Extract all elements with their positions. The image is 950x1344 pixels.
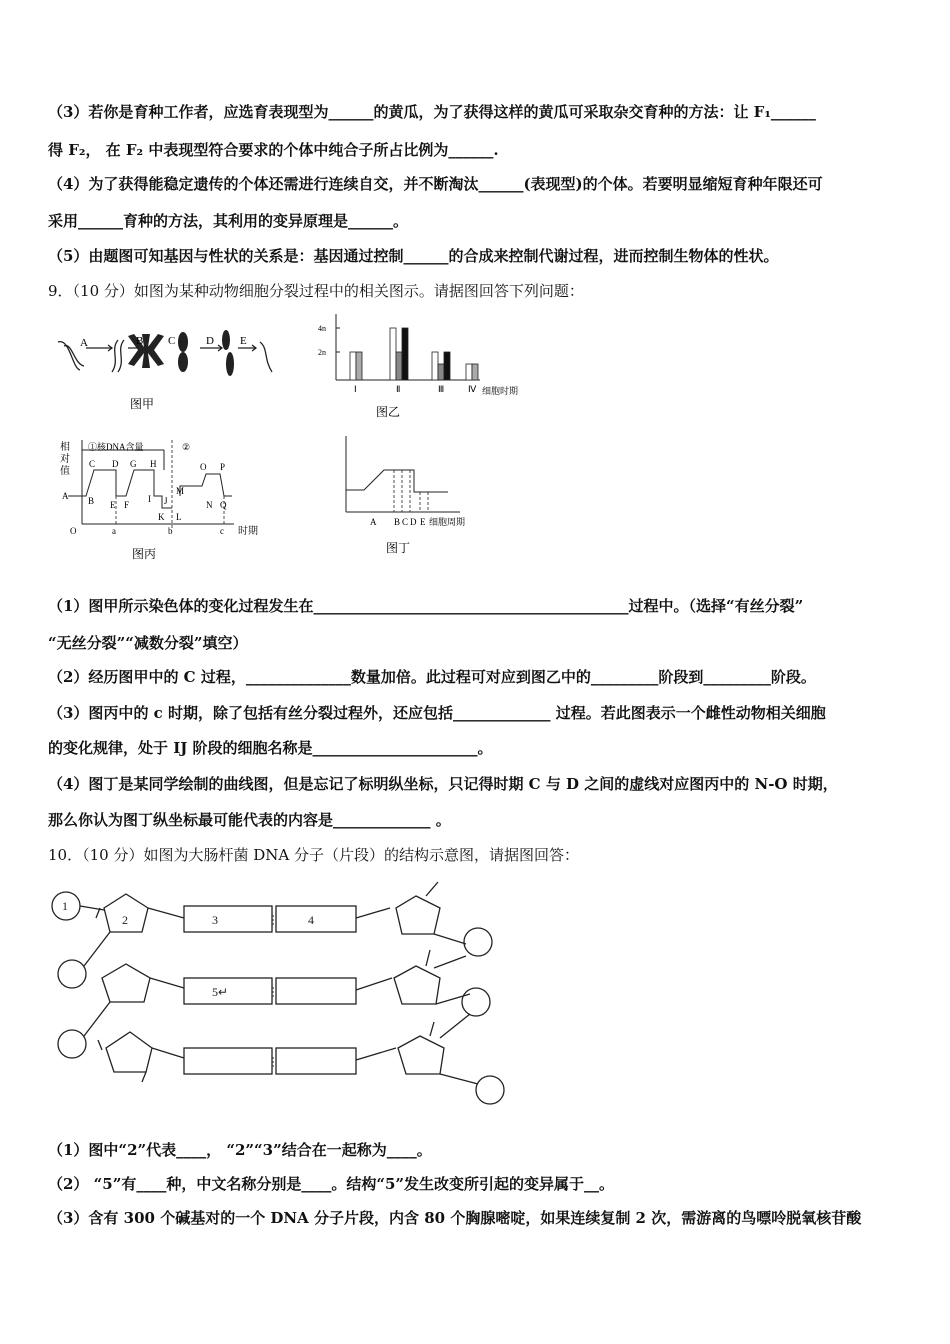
point-c: C bbox=[89, 459, 96, 469]
q9-part3-line2: 的变化规律，处于 IJ 阶段的细胞名称是______________________。 bbox=[48, 739, 493, 757]
point-g: G bbox=[130, 459, 137, 469]
label-3: 3 bbox=[212, 913, 218, 927]
label-5: 5↵ bbox=[212, 985, 229, 999]
q10-part1: （1）图中“2”代表____， “2”“3”结合在一起称为____。 bbox=[48, 1141, 432, 1159]
figure-bing-caption: 图丙 bbox=[132, 547, 157, 561]
point-j: J bbox=[164, 496, 168, 506]
point-a: A bbox=[62, 491, 69, 501]
bar-3c bbox=[444, 352, 450, 380]
x-axis-label: 细胞时期 bbox=[482, 386, 519, 396]
arrow-label-d: D bbox=[206, 335, 214, 347]
point-l: L bbox=[176, 512, 182, 522]
q9-part4-line1: （4）图丁是某同学绘制的曲线图，但是忘记了标明纵坐标，只记得时期 C 与 D 之间的虚线对应图丙中的 N-O 时期， bbox=[48, 775, 838, 793]
q10-intro: 10．（10 分）如图为大肠杆菌 DNA 分子（片段）的结构示意图，请据图回答： bbox=[48, 846, 579, 864]
q9-intro: 9．（10 分）如图为某种动物细胞分裂过程中的相关图示。请据图回答下列问题： bbox=[48, 282, 584, 300]
point-d: D bbox=[410, 517, 417, 527]
q9-part1-line2: “无丝分裂”“减数分裂”填空） bbox=[48, 634, 248, 652]
bar-1b bbox=[356, 352, 362, 380]
point-n: N bbox=[206, 500, 213, 510]
q8-part3-line2: 得 F₂， 在 F₂ 中表现型符合要求的个体中纯合子所占比例为______. bbox=[48, 141, 499, 159]
label-2: 2 bbox=[122, 913, 128, 927]
x-axis-label: 细胞周期 bbox=[429, 517, 466, 527]
bar-3a bbox=[432, 352, 438, 380]
point-b: B bbox=[88, 496, 95, 506]
figure-jia bbox=[50, 320, 280, 420]
figure-ding bbox=[330, 430, 500, 560]
point-q: Q bbox=[220, 500, 227, 510]
bar-2a bbox=[390, 328, 396, 380]
bar-2c bbox=[402, 328, 408, 380]
point-e: E bbox=[420, 517, 426, 527]
origin-o: O bbox=[70, 526, 77, 536]
point-d: D bbox=[112, 459, 119, 469]
q9-part1-line1: （1）图甲所示染色体的变化过程发生在__________________________________________过程中。（选择“有丝分裂” bbox=[48, 597, 804, 615]
label-4: 4 bbox=[308, 913, 314, 927]
label-2: ② bbox=[182, 442, 191, 452]
q9-part2: （2）经历图甲中的 C 过程，______________数量加倍。此过程可对应到图乙中的_________阶段到_________阶段。 bbox=[48, 668, 816, 686]
x-axis-label: 时期 bbox=[238, 526, 258, 537]
bar-2b bbox=[396, 352, 402, 380]
q9-part3-line1: （3）图丙中的 c 时期，除了包括有丝分裂过程外，还应包括_____________ 过程。若此图表示一个雌性动物相关细胞 bbox=[48, 704, 826, 722]
bar-4a bbox=[466, 364, 472, 380]
q8-part5: （5）由题图可知基因与性状的关系是：基因通过控制______的合成来控制代谢过程，进而控制生物体的性状。 bbox=[48, 247, 779, 265]
figure-ding-caption: 图丁 bbox=[386, 541, 411, 555]
point-m: M bbox=[176, 486, 185, 496]
bar-1a bbox=[350, 352, 356, 380]
xtick-1: Ⅰ bbox=[354, 384, 357, 394]
xtick-4: Ⅳ bbox=[468, 384, 477, 394]
point-f: F bbox=[124, 500, 130, 510]
point-i: I bbox=[148, 494, 151, 504]
tick-b: b bbox=[168, 526, 173, 536]
arrow-label-a: A bbox=[80, 337, 88, 349]
point-h: H bbox=[150, 459, 157, 469]
q9-part4-line2: 那么你认为图丁纵坐标最可能代表的内容是_____________ 。 bbox=[48, 811, 451, 829]
point-o: O bbox=[200, 462, 207, 472]
point-c: C bbox=[402, 517, 409, 527]
ylabel-char1: 相 bbox=[60, 442, 70, 453]
bar-3b bbox=[438, 364, 444, 380]
ylabel-4n: 4n bbox=[318, 324, 326, 333]
figure-yi bbox=[310, 310, 540, 420]
figure-bing bbox=[56, 436, 276, 566]
point-k: K bbox=[158, 512, 165, 522]
q8-part3-line1: （3）若你是育种工作者，应选育表现型为______的黄瓜，为了获得这样的黄瓜可采取杂交育种的方法：让 F₁______ bbox=[48, 103, 816, 121]
figure-jia-caption: 图甲 bbox=[130, 397, 155, 411]
arrow-label-e: E bbox=[240, 335, 247, 347]
xtick-2: Ⅱ bbox=[396, 384, 401, 394]
point-b: B bbox=[394, 517, 401, 527]
ylabel-char2: 对 bbox=[60, 454, 70, 465]
q8-part4-line2: 采用______育种的方法，其利用的变异原理是______。 bbox=[48, 212, 409, 230]
arrow-label-c: C bbox=[168, 335, 176, 347]
bar-4b bbox=[472, 364, 478, 380]
figure-dna-structure bbox=[46, 872, 516, 1108]
q8-part4-line1: （4）为了获得能稳定遗传的个体还需进行连续自交，并不断淘汰______(表现型)的个体。若要明显缩短育种年限还可 bbox=[48, 175, 823, 193]
tick-c: c bbox=[220, 526, 224, 536]
point-e: E bbox=[110, 500, 116, 510]
label-dna: ①核DNA含量 bbox=[88, 442, 144, 452]
ylabel-char3: 值 bbox=[60, 466, 70, 477]
xtick-3: Ⅲ bbox=[438, 384, 445, 394]
label-1: 1 bbox=[62, 899, 68, 913]
point-p: P bbox=[220, 462, 226, 472]
figure-yi-caption: 图乙 bbox=[376, 405, 401, 419]
arrow-label-b: B bbox=[136, 335, 144, 347]
tick-a: a bbox=[112, 526, 116, 536]
ylabel-2n: 2n bbox=[318, 348, 326, 357]
q10-part3: （3）含有 300 个碱基对的一个 DNA 分子片段，内含 80 个胸腺嘧啶，如果连续复制 2 次，需游离的鸟嘌呤脱氧核苷酸 bbox=[48, 1209, 862, 1227]
q10-part2: （2） “5”有____种，中文名称分别是____。结构“5”发生改变所引起的变异属于__。 bbox=[48, 1175, 615, 1193]
point-a: A bbox=[370, 517, 377, 527]
